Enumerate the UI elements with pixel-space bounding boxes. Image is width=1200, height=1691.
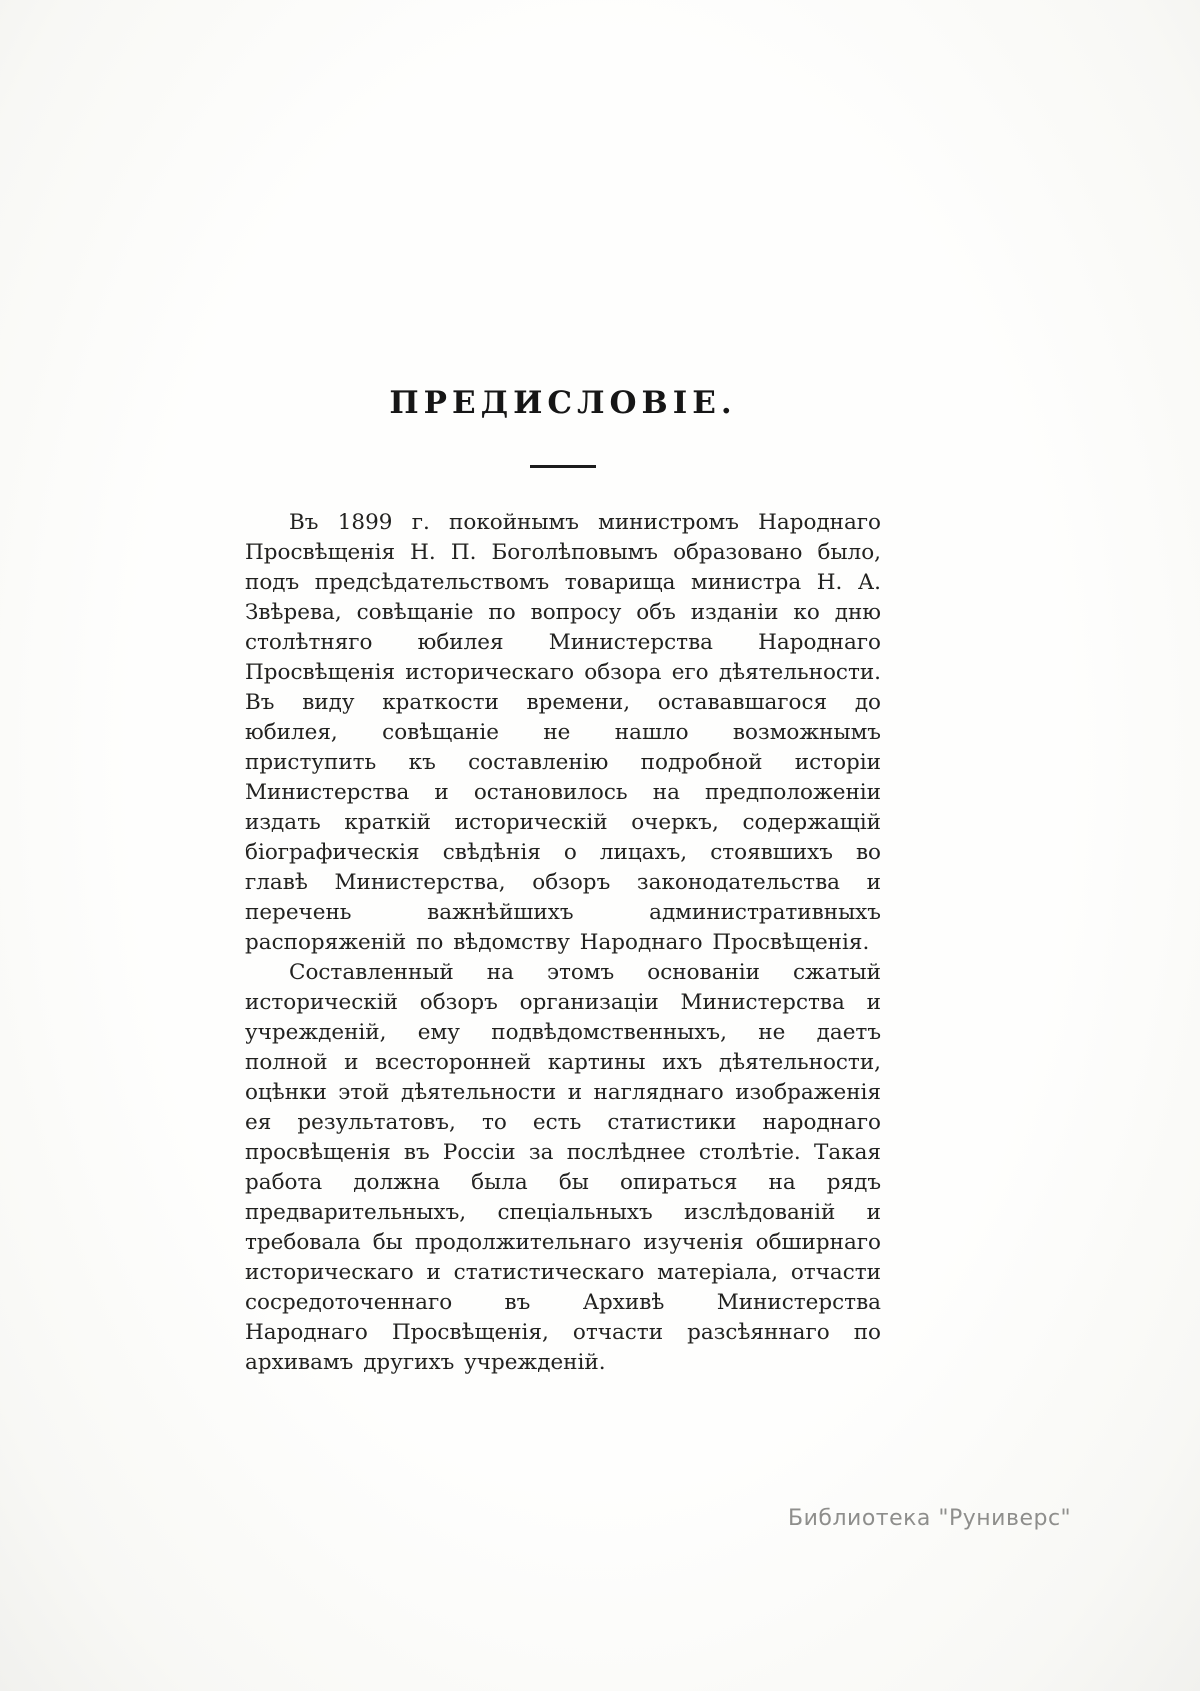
page-title: ПРЕДИСЛОВІЕ. bbox=[389, 385, 737, 421]
text-block bbox=[245, 385, 881, 1378]
library-watermark: Библиотека "Руниверс" bbox=[788, 1506, 1072, 1531]
paragraph-2: Составленный на этомъ основаніи сжатый историческій обзоръ организаціи Министерства и учрежденій, ему подвѣдомственныхъ, не даетъ полной и всесторонней картины ихъ дѣятельности, оцѣнки этой дѣятельности и нагляднаго изображенія ея результатовъ, то есть статистики народнаго просвѣщенія въ Россіи за послѣднее столѣтіе. Такая работа должна была бы опираться на рядъ предварительныхъ, спеціальныхъ изслѣдованій и требовала бы продолжительнаго изученія обширнаго историческаго и статистическаго матеріала, отчасти сосредоточеннаго въ Архивѣ Министерства Народнаго Просвѣщенія, отчасти разсѣяннаго по архивамъ другихъ учрежденій. bbox=[245, 960, 881, 1375]
title-divider-rule bbox=[530, 465, 596, 468]
paragraph-1: Въ 1899 г. покойнымъ министромъ Народнаго Просвѣщенія Н. П. Боголѣповымъ образовано было, подъ предсѣдательствомъ товарища министра Н. А. Звѣрева, совѣщаніе по вопросу объ изданіи ко дню столѣтняго юбилея Министерства Народнаго Просвѣщенія историческаго обзора его дѣятельности. Въ виду краткости времени, остававшагося до юбилея, совѣщаніе не нашло возможнымъ приступить къ составленію подробной исторіи Министерства и остановилось на предположеніи издать краткій историческій очеркъ, содержащій біографическія свѣдѣнія о лицахъ, стоявшихъ во главѣ Министерства, обзоръ законодательства и перечень важнѣйшихъ административныхъ распоряженій по вѣдомству Народнаго Просвѣщенія. bbox=[245, 510, 881, 955]
